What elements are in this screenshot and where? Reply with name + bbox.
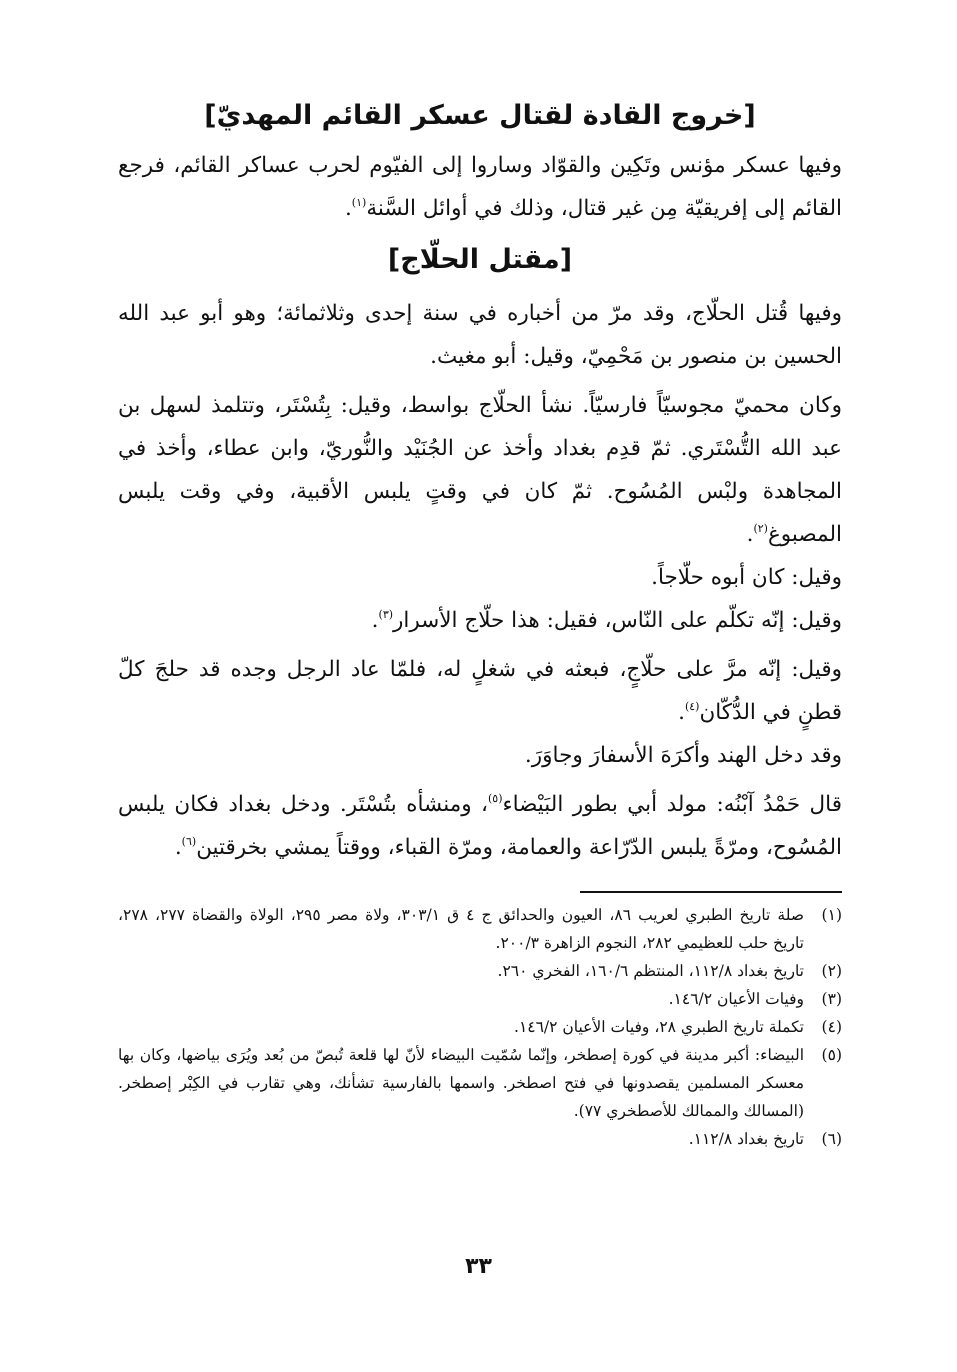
paragraph-end: . bbox=[174, 835, 182, 860]
footnote-number: (٢) bbox=[821, 962, 842, 980]
footnote-text: تكملة تاريخ الطبري ٢٨، وفيات الأعيان ١٤٦/٢. bbox=[514, 1018, 804, 1036]
page-number: ٣٣ bbox=[465, 1254, 492, 1279]
footnote-ref[interactable]: (١) bbox=[351, 196, 367, 209]
paragraph-text: وقيل: إنّه تكلّم على النّاس، فقيل: هذا حلّاج الأسرار bbox=[393, 608, 842, 633]
footnote-number: (٣) bbox=[821, 990, 842, 1008]
footnote-ref[interactable]: (٢) bbox=[753, 522, 768, 535]
footnote-item bbox=[118, 1125, 842, 1153]
paragraph-hallaj-intro: وفيها قُتل الحلّاج، وقد مرّ من أخباره في سنة إحدى وثلاثمائة؛ وهو أبو عبد الله الحسين بن منصور بن مَحْمِيّ، وقيل: أبو مغيث. bbox=[118, 301, 842, 369]
page-content bbox=[118, 96, 842, 1153]
footnote-item bbox=[118, 957, 842, 985]
paragraph-text: وفيها عسكر مؤنس وتَكِين والقوّاد وساروا إلى الفيّوم لحرب عساكر القائم، فرجع القائم إلى إفريقيّة مِن غير قتال، وذلك في أوائل السَّنة bbox=[118, 153, 842, 221]
footnote-number: (١) bbox=[821, 906, 842, 924]
footnote-text: البيضاء: أكبر مدينة في كورة إصطخر، وإنّما سُمّيت البيضاء لأنّ لها قلعة تُبصّ من بُعد ويُرَى بياضها، وكان بها معسكر المسلمين يقصدونها في فتح اصطخر. واسمها بالفارسية تشأنك، وهي تقارب في الكِبْر إصطخر. (المسالك والممالك للأصطخري ٧٧). bbox=[118, 1046, 804, 1120]
paragraph-hamd bbox=[118, 783, 842, 869]
paragraph-secrets bbox=[118, 599, 842, 642]
footnote-item bbox=[118, 1013, 842, 1041]
footnote-ref[interactable]: (٣) bbox=[378, 608, 394, 621]
footnote-text: صلة تاريخ الطبري لعريب ٨٦، العيون والحدائق ج ٤ ق ٣٠٣/١، ولاة مصر ٢٩٥، الولاة والقضاة ٢٧٧، ٢٧٨، تاريخ حلب للعظيمي ٢٨٢، النجوم الزاهرة ٢٠٠/٣. bbox=[118, 906, 804, 952]
paragraph-text: وقيل: إنّه مرَّ على حلّاجٍ، فبعثه في شغلٍ له، فلمّا عاد الرجل وجده قد حلجَ كلّ قطنٍ في الدُّكّان bbox=[118, 657, 842, 725]
footnote-ref[interactable]: (٦) bbox=[181, 835, 197, 848]
paragraph-qaim bbox=[118, 144, 842, 230]
paragraph-end: . bbox=[678, 700, 685, 725]
section-heading-qaim: [خروج القادة لقتال عسكر القائم المهديّ] bbox=[204, 100, 756, 131]
footnote-divider bbox=[580, 891, 842, 893]
paragraph-father: وقيل: كان أبوه حلّاجاً. bbox=[651, 565, 842, 590]
footnote-text: وفيات الأعيان ١٤٦/٢. bbox=[668, 990, 804, 1008]
footnote-ref[interactable]: (٥) bbox=[487, 792, 503, 805]
footnote-number: (٦) bbox=[821, 1130, 842, 1148]
paragraph-india: وقد دخل الهند وأكرَهَ الأسفارَ وجاوَرَ. bbox=[524, 743, 842, 768]
paragraph-hallaj-origin bbox=[118, 384, 842, 556]
footnote-item bbox=[118, 1041, 842, 1125]
section-heading-hallaj: [مقتل الحلّاج] bbox=[387, 244, 573, 275]
footnotes-list bbox=[118, 901, 842, 1153]
paragraph-end: . bbox=[371, 608, 379, 633]
paragraph-text: وكان محميّ مجوسيّاً فارسيّاً. نشأ الحلّاج بواسط، وقيل: بِتُسْتَر، وتتلمذ لسهل بن عبد الله التُّسْتَري. ثمّ قدِم بغداد وأخذ عن الجُنَيْد والنُّوريّ، وابن عطاء، وأخذ في المجاهدة ولبْس المُسُوح. ثمّ كان في وقتٍ يلبس الأقبية، وفي وقت يلبس المصبوغ bbox=[118, 393, 842, 547]
paragraph-text: ، ومنشأه بتُسْتَر. ودخل بغداد فكان يلبس المُسُوح، ومرّةً يلبس الدّرّاعة والعمامة، ومرّة القباء، ووقتاً يمشي بخرقتين bbox=[118, 792, 842, 860]
footnote-item bbox=[118, 901, 842, 957]
paragraph-end: . bbox=[746, 522, 754, 547]
footnote-ref[interactable]: (٤) bbox=[684, 700, 700, 713]
footnote-number: (٥) bbox=[821, 1046, 842, 1064]
paragraph-text: قال حَمْدُ آبْنُه: مولد أبي بطور البَيْضاء bbox=[502, 792, 842, 817]
footnote-item bbox=[118, 985, 842, 1013]
footnote-text: تاريخ بغداد ١١٢/٨. bbox=[688, 1130, 804, 1148]
footnote-text: تاريخ بغداد ١١٢/٨، المنتظم ١٦٠/٦، الفخري ٢٦٠. bbox=[497, 962, 804, 980]
footnote-number: (٤) bbox=[821, 1018, 842, 1036]
paragraph-cotton bbox=[118, 648, 842, 734]
paragraph-end: . bbox=[344, 196, 352, 221]
